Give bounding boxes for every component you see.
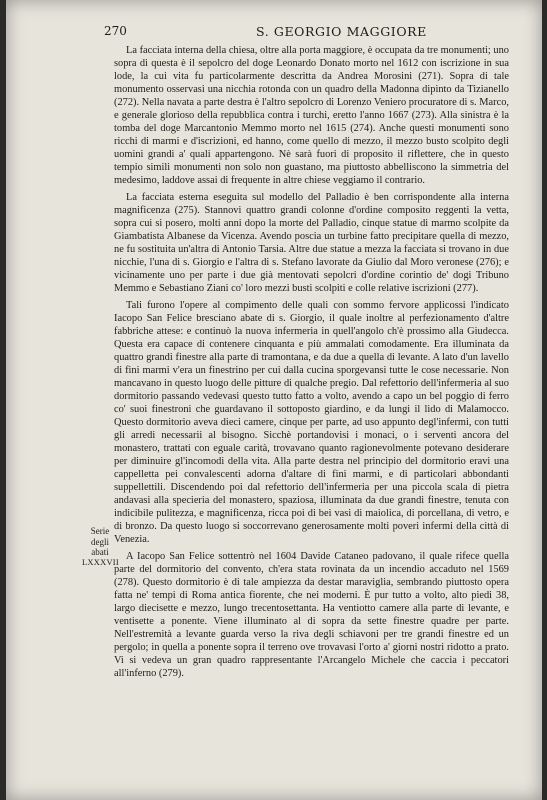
paragraph: La facciata esterna eseguita sul modello del Palladio è ben corrispondente alla interna magnificenza (275). Stannovi quattro grandi colonne d'ordine composito reggenti la vetta, sopra cui si posero, molti anni dopo la morte del Palladio, cinque statue di marmo scolpite da Giambatista Albanese da Vicenza. Avendo posciа un turbine fatto precipitare quella di mezzo, ne fu sostituita un'altra di Antonio Tarsia. Altre due statue a mezza la facciata si trovano in due nicchie, l'una di s. Giorgio e l'altra di s. Stefano lavorate da Giulio dal Moro veronese (276); e vicinamente uno per parte i due già mentovati sepolcri d'ordine corintio de' dogi Tribuno Memmo e Sebastiano Ziani co' loro mezzi busti scolpiti e colle relative iscrizioni (277).	[114, 192, 509, 294]
paragraph: La facciata interna della chiesa, oltre alla porta maggiore, è occupata da tre monumenti; uno sopra di questa è il sepolcro del doge Leonardo Donato morto nel 1612 con iscrizione in sua lode, la cui vita fu particolarmente descritta da Andrea Morosini (271). Sopra di tale monumento osservasi una nicchia rotonda con un quadro della Madonna dipinto da Tizianello (272). Nella navata a parte destra è l'altro sepolcro di Lorenzo Veniero procuratore di s. Marco, e generale glorioso della repubblica contra i turchi, eretto l'anno 1667 (273). Alla sinistra è la tomba del doge Marcantonio Memmo morto nel 1615 (274). Anche questi monumenti sono ricchi di marmi e d'iscrizioni, ed hanno, come quello di mezzo, il mezzo busto scolpito degli uomini grandi a' quali appartengono. Nè sarà fuori di proposito il riflettere, che in questo tempio simili monumenti non solo non guastano, ma piuttosto abbelliscono la simmetria del medesimo, laddove assai di frequente in altre chiese veggiamo il contrario.	[114, 45, 509, 186]
margin-note-line: abati	[91, 547, 109, 557]
running-title: S. GEORGIO MAGGIORE	[256, 24, 427, 39]
paragraph: Tali furono l'opere al compimento delle quali con sommo fervore applicossi l'indicato Iacopo San Felice bresciano abate di s. Giorgio, il quale inoltre al perfezionamento d'altre fabbriche attese: e continuò la nuova infermeria in quell'angolo ch'è prossimo alla Giudecca. Questa era capace di contenere cinquanta e più ammalati comodamente. Era illuminata da quattro grandi finestre alla parte di tramontana, e da due a quella di levante. A lato d'un lavello di fini marmi v'era un finestrino per cui dalla cucina sporgevansi tutte le cose necessarie. Non mancavano in questo luogo delle pitture di qualche pregio. Dal refettorio dell'infermeria al suo dormitorio passando vedevasi questo tutto fatto a volto, avendo a capo un bel poggio di ferro co' suoi finestroni che guardavano il sottoposto giardino, e da lungi il lido di Malamocco. Questo dormitorio aveva dieci camere, cinque per parte, ad uso appunto degl'infermi, con tutti gli arredi necessarii al bisogno. Sicchè portandovisi i monaci, o i serventi ancora del monastero, trattati con eguale carità, trovavano quanto ragionevolmente potevano desiderare per diminuire gl'incomodi della vita. Alla parte destra nel principio del dormitorio eravi una cappelletta pei convalescenti adorna d'altare di fini marmi, e di particolari abbondanti suppellettili. Discendendo poi dal refettorio dell'infermeria per una piccola scala di pietra andavasi alla specieria del monastero, spaziosa, illuminata da due grandi finestre, tenuta con indicibile pulitezza, e magnificenza, ricca poi di bei vasi di maiolica, di porcellana, di vetro, e di bronzo. Da questo luogo si soccorrevano generosamente molti poveri infermi della città di Venezia.	[114, 300, 509, 545]
page-header	[104, 24, 504, 42]
margin-note-number: LXXXVII	[82, 557, 119, 567]
book-page	[6, 0, 542, 800]
margin-note-line: Serie	[90, 526, 110, 536]
paragraph: A Iacopo San Felice sottentrò nel 1604 Davide Cataneo padovano, il quale rifece quella parte del dormitorio del convento, ch'era stata rovinata da un incendio accaduto nel 1569 (278). Questo dormitorio è di tale ampiezza da destar maraviglia, sembrando piuttosto opera fatta ne' tempi di Roma antica fiorente, che nei moderni. È pur tutto a volto, alto piedi 38, largo diecisette e mezzo, lungo trecentosettanta. Ha ventiotto camere alla parte di levante, e ventisette a ponente. Viene illuminato al di sopra da sette finestre quadre per parte. Nell'estremità a levante guarda verso la riva degli schiavoni per tre grandi finestre ed un pergolo; in quella a ponente sopra il terreno ove trovavasi l'orto a' giorni nostri ridotto a prato. Vi si vedeva un gran quadro rappresentante l'Arcangelo Michele che caccia i peccatori all'inferno (279).	[114, 551, 509, 679]
margin-note-line: degli	[91, 536, 109, 547]
page-number: 270	[104, 24, 127, 38]
page-body	[114, 44, 509, 684]
margin-note	[82, 526, 118, 568]
